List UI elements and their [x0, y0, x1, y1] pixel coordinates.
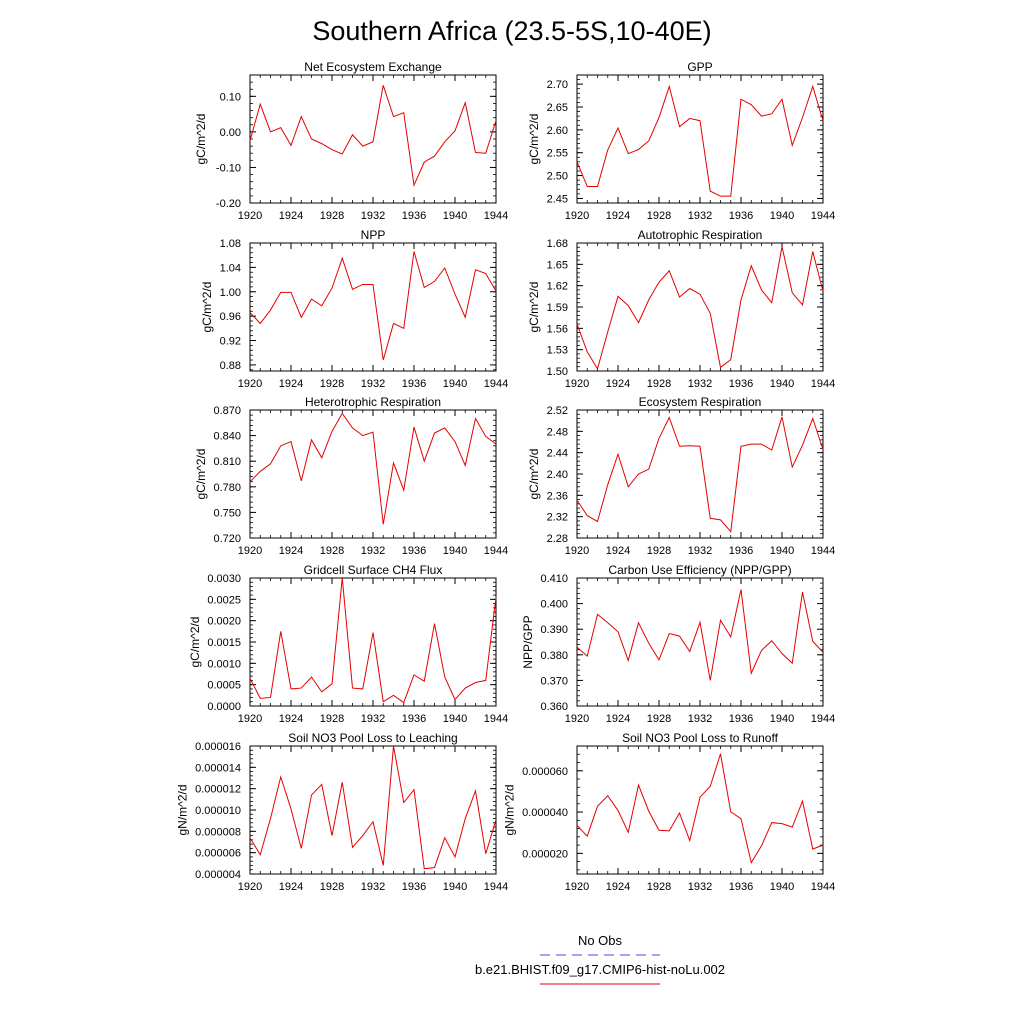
x-tick-label: 1924: [605, 881, 631, 893]
x-tick-label: 1920: [564, 713, 590, 725]
y-tick-label: 2.28: [546, 533, 568, 545]
y-tick-label: 0.0000: [207, 701, 241, 713]
panel-8: [175, 731, 508, 893]
x-tick-label: 1936: [401, 210, 427, 222]
panel-title: NPP: [360, 228, 386, 242]
y-tick-label: 1.56: [546, 323, 568, 336]
x-tick-label: 1932: [360, 210, 386, 222]
y-tick-label: 2.40: [546, 469, 568, 481]
x-tick-label: 1932: [360, 881, 386, 893]
y-tick-label: 0.000020: [522, 848, 568, 861]
x-tick-label: 1928: [319, 378, 345, 390]
y-tick-label: 1.68: [546, 238, 568, 250]
x-tick-label: 1932: [687, 881, 713, 893]
x-tick-label: 1924: [605, 713, 631, 725]
y-axis-label: gC/m^2/d: [527, 448, 542, 500]
y-tick-label: 0.10: [219, 91, 241, 104]
y-tick-label: 0.000010: [195, 805, 241, 817]
series-line: [250, 746, 496, 869]
x-tick-label: 1928: [319, 210, 345, 222]
y-tick-label: 0.00: [219, 126, 241, 139]
y-tick-label: 2.70: [546, 79, 568, 92]
series-line: [577, 590, 823, 681]
panel-frame: [577, 410, 823, 538]
x-tick-label: 1944: [483, 210, 509, 222]
y-tick-label: 0.750: [213, 507, 241, 520]
x-tick-label: 1936: [401, 713, 427, 725]
y-axis-label: NPP/GPP: [521, 615, 535, 669]
y-tick-label: 0.000016: [195, 741, 241, 753]
y-tick-label: 0.0020: [207, 615, 241, 628]
panel-frame: [250, 578, 496, 706]
x-tick-label: 1940: [769, 378, 795, 390]
panel-1: [527, 60, 835, 222]
y-tick-label: 2.65: [546, 102, 568, 114]
y-tick-label: 1.59: [546, 302, 568, 314]
panel-7: [521, 563, 835, 725]
x-tick-label: 1940: [442, 881, 468, 893]
panel-2: [200, 228, 508, 390]
x-tick-label: 1920: [237, 210, 263, 222]
y-tick-label: 1.04: [219, 262, 241, 275]
y-tick-label: 2.52: [546, 405, 568, 417]
y-axis-label: gC/m^2/d: [200, 281, 215, 333]
panel-5: [527, 395, 835, 557]
x-tick-label: 1940: [769, 881, 795, 893]
y-tick-label: 0.0010: [207, 658, 241, 671]
x-tick-label: 1920: [564, 210, 590, 222]
x-tick-label: 1940: [442, 378, 468, 390]
x-tick-label: 1932: [687, 378, 713, 390]
x-tick-label: 1928: [646, 210, 672, 222]
x-tick-label: 1936: [401, 545, 427, 557]
panel-0: [194, 60, 508, 222]
x-tick-label: 1920: [564, 545, 590, 557]
y-tick-label: 0.88: [219, 359, 241, 372]
x-tick-label: 1940: [769, 210, 795, 222]
y-tick-label: 0.810: [213, 456, 241, 469]
y-tick-label: 0.0030: [207, 573, 241, 585]
legend-label-no-obs: No Obs: [577, 933, 623, 948]
y-tick-label: 0.400: [540, 598, 568, 611]
panel-4: [194, 395, 508, 557]
y-axis-label: gC/m^2/d: [527, 281, 542, 333]
panel-frame: [250, 746, 496, 874]
panel-title: Ecosystem Respiration: [638, 395, 762, 409]
series-line: [577, 417, 823, 532]
panel-6: [188, 563, 508, 725]
y-tick-label: 2.48: [546, 426, 568, 439]
x-tick-label: 1928: [646, 545, 672, 557]
figure-title: Southern Africa (23.5-5S,10-40E): [312, 16, 712, 46]
panel-9: [502, 731, 835, 893]
y-tick-label: 0.96: [219, 311, 241, 324]
y-tick-label: 0.370: [540, 675, 568, 688]
series-line: [250, 578, 496, 703]
y-tick-label: 0.000060: [522, 765, 568, 778]
panel-title: Soil NO3 Pool Loss to Runoff: [622, 731, 778, 745]
y-tick-label: 2.32: [546, 511, 568, 524]
x-tick-label: 1928: [319, 713, 345, 725]
y-axis-label: gN/m^2/d: [175, 784, 190, 836]
x-tick-label: 1924: [605, 545, 631, 557]
y-tick-label: 0.390: [540, 624, 568, 637]
y-tick-label: 0.000012: [195, 783, 241, 796]
series-line: [577, 86, 823, 196]
x-tick-label: 1944: [483, 545, 509, 557]
y-axis-label: gC/m^2/d: [194, 448, 208, 500]
y-tick-label: 1.62: [546, 280, 568, 293]
y-tick-label: 2.45: [546, 193, 568, 206]
x-tick-label: 1944: [810, 881, 836, 893]
x-tick-label: 1924: [278, 881, 304, 893]
panels: [175, 60, 835, 893]
y-tick-label: 1.50: [546, 366, 568, 378]
y-tick-label: 0.870: [213, 405, 241, 417]
x-tick-label: 1932: [687, 545, 713, 557]
series-line: [250, 413, 496, 524]
x-tick-label: 1920: [564, 881, 590, 893]
y-tick-label: 0.410: [540, 573, 568, 585]
x-tick-label: 1944: [810, 713, 836, 725]
x-tick-label: 1928: [646, 881, 672, 893]
x-tick-label: 1944: [483, 713, 509, 725]
x-tick-label: 1920: [237, 713, 263, 725]
x-tick-label: 1940: [442, 545, 468, 557]
x-tick-label: 1936: [728, 210, 754, 222]
x-tick-label: 1932: [360, 378, 386, 390]
x-tick-label: 1928: [646, 713, 672, 725]
y-tick-label: 2.55: [546, 147, 568, 160]
y-tick-label: 0.720: [213, 533, 241, 545]
y-tick-label: 0.0005: [207, 679, 241, 692]
y-axis-label: gN/m^2/d: [502, 784, 517, 836]
panel-frame: [577, 746, 823, 874]
x-tick-label: 1936: [728, 378, 754, 390]
x-tick-label: 1924: [278, 545, 304, 557]
y-tick-label: 0.000008: [195, 826, 241, 839]
x-tick-label: 1944: [810, 210, 836, 222]
y-tick-label: 0.000006: [195, 847, 241, 860]
x-tick-label: 1944: [810, 545, 836, 557]
x-tick-label: 1944: [483, 378, 509, 390]
x-tick-label: 1936: [401, 881, 427, 893]
y-tick-label: -0.20: [215, 198, 241, 210]
y-tick-label: -0.10: [215, 162, 241, 175]
panel-frame: [577, 75, 823, 203]
y-tick-label: 0.000004: [195, 869, 241, 881]
panel-title: Heterotrophic Respiration: [304, 395, 442, 409]
y-tick-label: 1.08: [219, 238, 241, 250]
x-tick-label: 1920: [564, 378, 590, 390]
y-axis-label: gC/m^2/d: [194, 113, 208, 165]
x-tick-label: 1920: [237, 378, 263, 390]
x-tick-label: 1932: [360, 713, 386, 725]
x-tick-label: 1924: [278, 378, 304, 390]
panel-title: GPP: [687, 60, 713, 74]
x-tick-label: 1936: [728, 545, 754, 557]
panel-title: Net Ecosystem Exchange: [304, 60, 442, 74]
y-axis-label: gC/m^2/d: [527, 113, 542, 165]
y-tick-label: 0.000040: [522, 807, 568, 820]
x-tick-label: 1940: [442, 210, 468, 222]
x-tick-label: 1920: [237, 545, 263, 557]
legend: [475, 933, 725, 984]
x-tick-label: 1932: [687, 713, 713, 725]
y-tick-label: 0.840: [213, 430, 241, 443]
y-tick-label: 2.50: [546, 170, 568, 183]
panel-title: Carbon Use Efficiency (NPP/GPP): [608, 563, 792, 577]
y-tick-label: 1.00: [219, 286, 241, 299]
y-tick-label: 0.92: [219, 335, 241, 348]
panel-title: Autotrophic Respiration: [637, 228, 763, 242]
y-tick-label: 2.60: [546, 124, 568, 137]
x-tick-label: 1920: [237, 881, 263, 893]
y-tick-label: 0.0025: [207, 594, 241, 607]
x-tick-label: 1924: [605, 210, 631, 222]
series-line: [250, 252, 496, 361]
x-tick-label: 1928: [319, 545, 345, 557]
y-tick-label: 2.36: [546, 490, 568, 503]
y-axis-label: gC/m^2/d: [187, 616, 202, 668]
x-tick-label: 1928: [646, 378, 672, 390]
x-tick-label: 1940: [442, 713, 468, 725]
x-tick-label: 1940: [769, 713, 795, 725]
panel-frame: [250, 410, 496, 538]
panel-3: [527, 228, 835, 390]
panel-title: Gridcell Surface CH4 Flux: [303, 563, 443, 577]
x-tick-label: 1944: [810, 378, 836, 390]
x-tick-label: 1936: [728, 881, 754, 893]
x-tick-label: 1924: [278, 713, 304, 725]
series-line: [577, 754, 823, 863]
panel-frame: [577, 578, 823, 706]
series-line: [250, 85, 496, 185]
x-tick-label: 1936: [728, 713, 754, 725]
panel-title: Soil NO3 Pool Loss to Leaching: [288, 731, 458, 745]
x-tick-label: 1940: [769, 545, 795, 557]
y-tick-label: 0.780: [213, 481, 241, 494]
y-tick-label: 0.0015: [207, 637, 241, 649]
y-tick-label: 2.44: [546, 447, 568, 460]
panel-frame: [577, 243, 823, 371]
x-tick-label: 1932: [360, 545, 386, 557]
y-tick-label: 0.360: [540, 701, 568, 713]
y-tick-label: 1.53: [546, 344, 568, 357]
x-tick-label: 1924: [278, 210, 304, 222]
legend-label-model-run: b.e21.BHIST.f09_g17.CMIP6-hist-noLu.002: [474, 962, 726, 977]
x-tick-label: 1928: [319, 881, 345, 893]
y-tick-label: 0.000014: [195, 762, 241, 775]
series-line: [577, 247, 823, 369]
x-tick-label: 1924: [605, 378, 631, 390]
y-tick-label: 1.65: [546, 259, 568, 272]
x-tick-label: 1944: [483, 881, 509, 893]
x-tick-label: 1932: [687, 210, 713, 222]
y-tick-label: 0.380: [540, 649, 568, 662]
panel-frame: [250, 243, 496, 371]
x-tick-label: 1936: [401, 378, 427, 390]
